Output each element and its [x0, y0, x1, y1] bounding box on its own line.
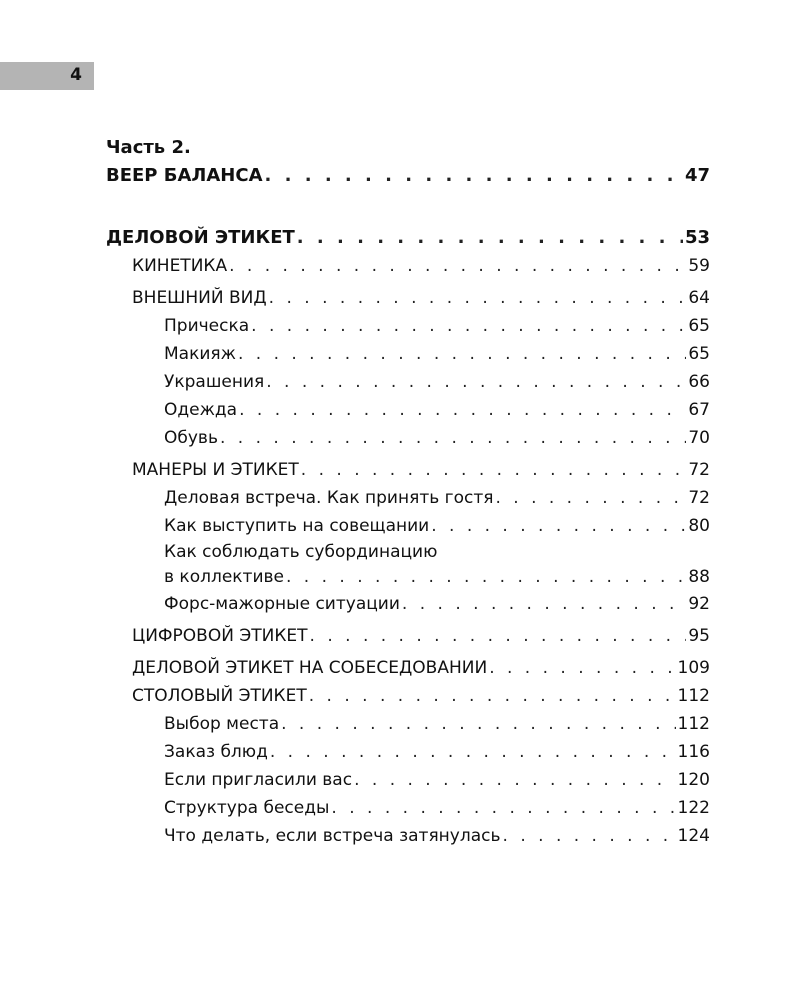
toc-entry-ukrasheniya[interactable] [106, 368, 710, 396]
toc-entry-title: ВЕЕР БАЛАНСА [106, 165, 263, 186]
toc-entry-sobesedovanie[interactable] [106, 654, 710, 682]
dot-leader [281, 710, 675, 738]
dot-leader [354, 766, 675, 794]
dot-leader [503, 822, 676, 850]
toc-entry-cifrovoy[interactable] [106, 622, 710, 650]
toc-entry-page: 122 [677, 798, 710, 818]
toc-entry-title: Обувь [164, 428, 218, 448]
toc-entry-page: 124 [677, 826, 710, 846]
toc-entry-page: 64 [688, 288, 710, 308]
toc-entry-title: Как выступить на совещании [164, 516, 430, 536]
toc-entry-title: Структура беседы [164, 798, 330, 818]
toc-entry-manery[interactable] [106, 456, 710, 484]
toc-entry-page: 72 [688, 460, 710, 480]
dot-leader [495, 484, 686, 512]
dot-leader [220, 424, 686, 452]
dot-leader [297, 224, 683, 252]
dot-leader [431, 512, 686, 540]
dot-leader [269, 284, 687, 312]
dot-leader [301, 456, 687, 484]
toc-entry-page: 120 [677, 770, 710, 790]
toc-entry-zakaz-blyud[interactable] [106, 738, 710, 766]
toc-entry-page: 112 [677, 714, 710, 734]
toc-entry-page: 109 [677, 658, 710, 678]
toc-entry-title: Если пригласили вас [164, 770, 353, 790]
toc-entry-title: Заказ блюд [164, 742, 268, 762]
dot-leader [489, 654, 675, 682]
dot-leader [266, 368, 686, 396]
dot-leader [310, 622, 687, 650]
toc-entry-delovaya-vstrecha[interactable] [106, 484, 710, 512]
toc-entry-title: ВНЕШНИЙ ВИД [132, 288, 267, 308]
toc-entry-page: 59 [688, 256, 710, 276]
toc-entry-vneshniy-vid[interactable] [106, 284, 710, 312]
toc-entry-page: 112 [677, 686, 710, 706]
toc-entry-title: Прическа [164, 316, 250, 336]
dot-leader [286, 564, 686, 590]
toc-entry-title: МАНЕРЫ И ЭТИКЕТ [132, 460, 299, 480]
toc-entry-pricheska[interactable] [106, 312, 710, 340]
toc-entry-page: 92 [688, 594, 710, 614]
toc-entry-title: Украшения [164, 372, 265, 392]
toc-entry-page: 47 [684, 165, 710, 186]
toc-entry-page: 95 [688, 626, 710, 646]
toc-entry-page: 65 [688, 344, 710, 364]
dot-leader [238, 340, 686, 368]
toc-entry-page: 65 [688, 316, 710, 336]
toc-entry-title-line1: Как соблюдать субординацию [164, 542, 438, 562]
toc-entry-title: Выбор места [164, 714, 280, 734]
toc-entry-obuv[interactable] [106, 424, 710, 452]
toc-entry-title: Макияж [164, 344, 236, 364]
toc-entry-struktura[interactable] [106, 794, 710, 822]
dot-leader [251, 312, 686, 340]
page-number: 4 [70, 65, 82, 85]
dot-leader [239, 396, 686, 424]
table-of-contents [106, 134, 710, 850]
toc-entry-title: КИНЕТИКА [132, 256, 228, 276]
toc-entry-title: Форс-мажорные ситуации [164, 594, 400, 614]
dot-leader [229, 252, 686, 280]
toc-entry-page: 70 [688, 428, 710, 448]
toc-entry-page: 72 [688, 488, 710, 508]
toc-entry-title: ДЕЛОВОЙ ЭТИКЕТ [106, 227, 295, 248]
toc-entry-title: Что делать, если встреча затянулась [164, 826, 501, 846]
toc-entry-kinetika[interactable] [106, 252, 710, 280]
dot-leader [331, 794, 675, 822]
toc-entry-subordinaciya[interactable] [106, 540, 710, 590]
toc-entry-stolovyy[interactable] [106, 682, 710, 710]
toc-entry-page: 116 [677, 742, 710, 762]
dot-leader [309, 682, 676, 710]
toc-entry-page: 80 [688, 516, 710, 536]
toc-entry-section[interactable] [106, 224, 710, 252]
dot-leader [270, 738, 676, 766]
page-number-tab [0, 62, 94, 90]
toc-entry-page: 88 [688, 567, 710, 587]
part-label: Часть 2. [106, 137, 191, 158]
toc-entry-vybor-mesta[interactable] [106, 710, 710, 738]
toc-entry-vystupit[interactable] [106, 512, 710, 540]
dot-leader [402, 590, 686, 618]
toc-entry-zatyanulas[interactable] [106, 822, 710, 850]
dot-leader [265, 162, 683, 190]
toc-entry-fors-mazhor[interactable] [106, 590, 710, 618]
toc-entry-page: 66 [688, 372, 710, 392]
toc-entry-page: 67 [688, 400, 710, 420]
toc-entry-title: ДЕЛОВОЙ ЭТИКЕТ НА СОБЕСЕДОВАНИИ [132, 658, 488, 678]
toc-entry-title: ЦИФРОВОЙ ЭТИКЕТ [132, 626, 308, 646]
toc-entry-page: 53 [684, 227, 710, 248]
toc-entry-part-title[interactable] [106, 162, 710, 190]
toc-entry-title: СТОЛОВЫЙ ЭТИКЕТ [132, 686, 307, 706]
toc-entry-title: Одежда [164, 400, 238, 420]
toc-entry-title-line2: в коллективе [164, 567, 284, 587]
toc-entry-priglasili[interactable] [106, 766, 710, 794]
toc-entry-title: Деловая встреча. Как принять гостя [164, 488, 494, 508]
toc-entry-odezhda[interactable] [106, 396, 710, 424]
toc-entry-makiyazh[interactable] [106, 340, 710, 368]
